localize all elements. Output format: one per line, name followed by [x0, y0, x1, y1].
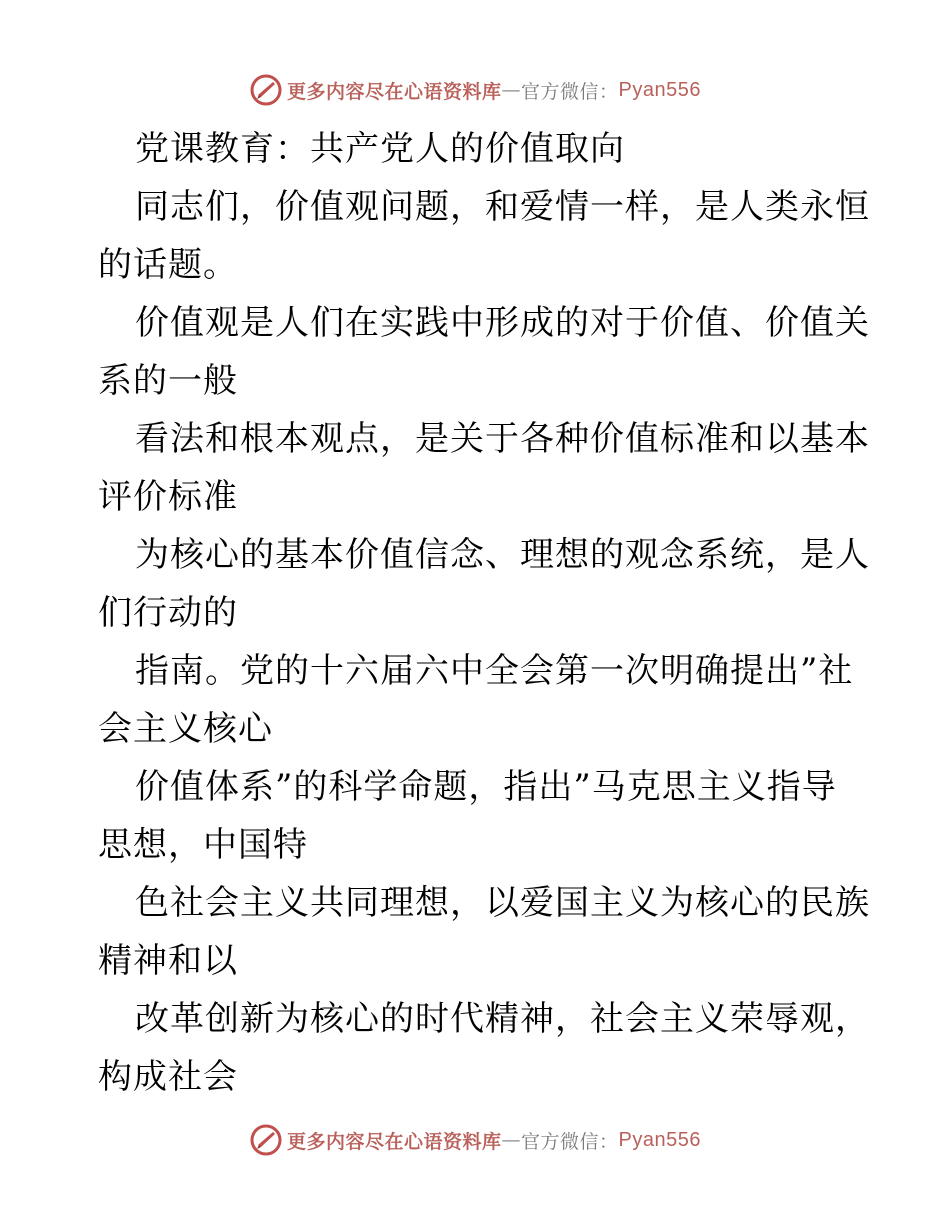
footer-wechat-label: 官方微信：	[521, 1130, 619, 1153]
footer-dash: —	[501, 1129, 522, 1151]
paragraph-line: 思想，中国特	[98, 825, 308, 865]
paragraph-line: 看法和根本观点，是关于各种价值标准和以基本	[135, 419, 870, 459]
footer-text	[287, 1127, 701, 1154]
paragraph-line: 价值观是人们在实践中形成的对于价值、价值关	[135, 303, 870, 343]
paragraph-line: 构成社会	[98, 1057, 238, 1097]
brand-logo-icon	[249, 73, 283, 107]
paragraph-line: 评价标准	[98, 477, 238, 517]
paragraph-line: 精神和以	[98, 941, 238, 981]
paragraph-line: 系的一般	[98, 361, 238, 401]
paragraph-line: 色社会主义共同理想，以爱国主义为核心的民族	[135, 883, 870, 923]
paragraph-line: 为核心的基本价值信念、理想的观念系统，是人	[135, 535, 870, 575]
paragraph-line: 们行动的	[98, 593, 238, 633]
header-slogan: 更多内容尽在心语资料库	[287, 80, 502, 103]
paragraph-line: 会主义核心	[98, 709, 273, 749]
brand-logo-icon	[249, 1123, 283, 1157]
paragraph-line: 同志们，价值观问题，和爱情一样，是人类永恒	[135, 187, 870, 227]
footer-banner	[0, 1120, 950, 1160]
header-banner	[0, 70, 950, 110]
paragraph-line: 的话题。	[98, 245, 238, 285]
header-wechat-label: 官方微信：	[521, 80, 619, 103]
footer-wechat-id: Pyan556	[618, 1128, 701, 1151]
document-title: 党课教育：共产党人的价值取向	[135, 129, 625, 169]
header-dash: —	[501, 79, 522, 101]
footer-slogan: 更多内容尽在心语资料库	[287, 1130, 502, 1153]
paragraph-line: 指南。党的十六届六中全会第一次明确提出”社	[135, 651, 854, 691]
paragraph-line: 改革创新为核心的时代精神，社会主义荣辱观，	[135, 999, 870, 1039]
header-text	[287, 77, 701, 104]
paragraph-line: 价值体系”的科学命题，指出”马克思主义指导	[135, 767, 837, 807]
header-wechat-id: Pyan556	[618, 78, 701, 101]
document-body	[98, 120, 870, 1106]
